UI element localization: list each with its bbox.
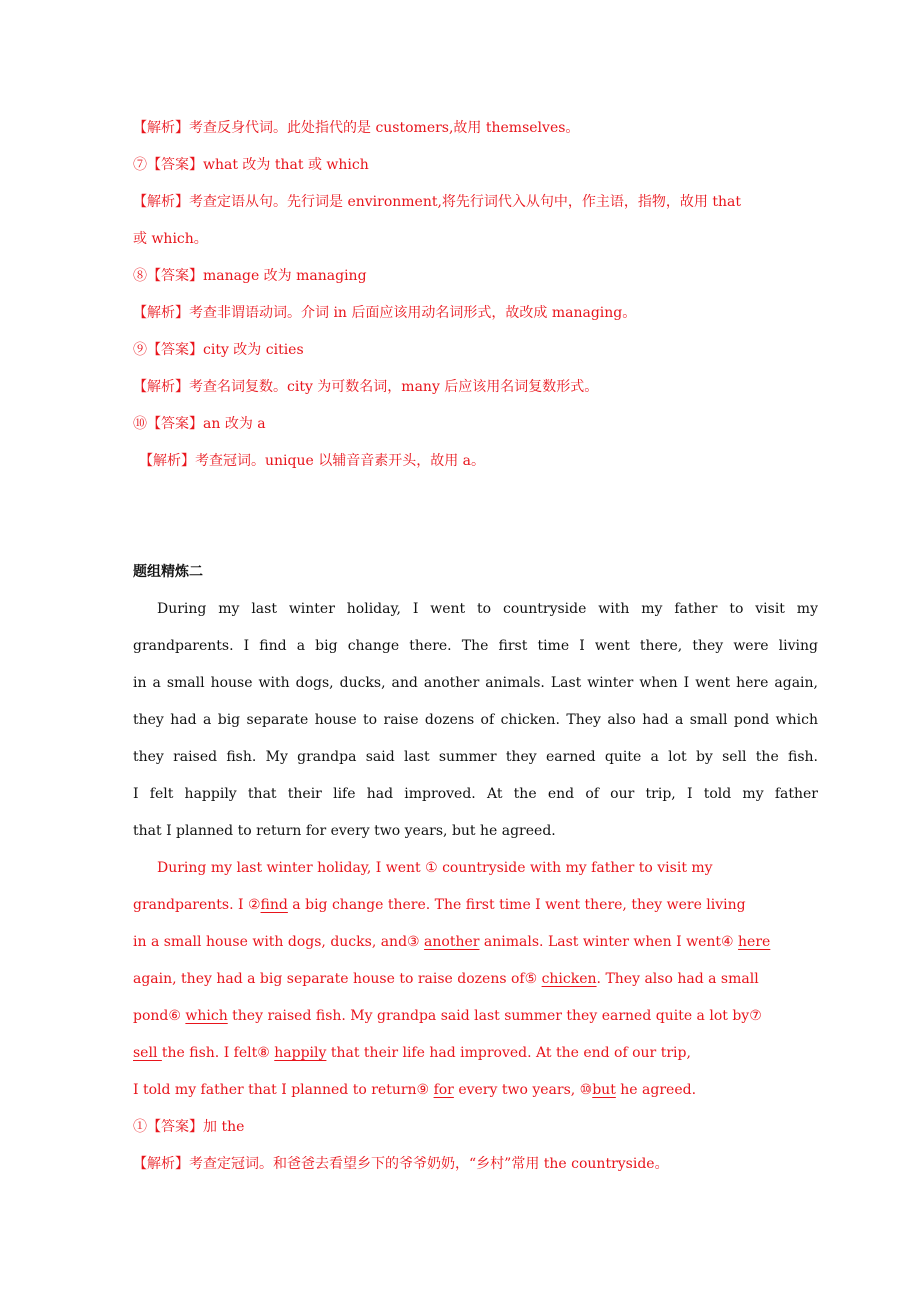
marked-line — [133, 961, 818, 998]
explanation-line: 【解析】考查定语从句。先行词是 environment,将先行词代入从句中，作主语，指物，故用 that — [133, 194, 741, 210]
marked-text: a big change there. The first time I went there, they were living — [287, 897, 746, 913]
marked-text: the fish. I felt⑧ — [161, 1045, 275, 1061]
answer-line: ⑦【答案】what 改为 that 或 which — [133, 157, 369, 173]
answer-line: ⑩【答案】an 改为 a — [133, 416, 266, 432]
error-word: another — [424, 934, 480, 950]
passage-line: they had a big separate house to raise dozens of chicken. They also had a small pond which — [133, 712, 818, 728]
error-word: but — [592, 1082, 616, 1098]
explanation-line: 【解析】考查名词复数。city 为可数名词，many 后应该用名词复数形式。 — [133, 379, 599, 395]
passage-line: During my last winter holiday, I went to countryside with my father to visit my — [157, 601, 818, 617]
marked-text: in a small house with dogs, ducks, and③ — [133, 934, 425, 950]
marked-text: grandparents. I ② — [133, 897, 261, 913]
explanation-line: 【解析】考查反身代词。此处指代的是 customers,故用 themselves。 — [133, 120, 580, 136]
error-word: find — [260, 897, 288, 913]
error-word: chicken — [541, 971, 597, 987]
passage-line: they raised fish. My grandpa said last summer they earned quite a lot by sell the fish. — [133, 749, 818, 765]
marked-text: pond⑥ — [133, 1008, 186, 1024]
error-word: which — [185, 1008, 228, 1024]
marked-text: that their life had improved. At the end of our trip, — [326, 1045, 691, 1061]
error-word: happily — [274, 1045, 327, 1061]
marked-line — [133, 850, 818, 887]
answer-line: ①【答案】加 the — [133, 1119, 245, 1135]
explanation-line: 【解析】考查冠词。unique 以辅音音素开头，故用 a。 — [139, 453, 486, 469]
explanation-line: 【解析】考查非谓语动词。介词 in 后面应该用动名词形式，故改成 managing。 — [133, 305, 637, 321]
marked-text: he agreed. — [615, 1082, 697, 1098]
marked-text: animals. Last winter when I went④ — [479, 934, 739, 950]
passage — [133, 591, 818, 850]
error-word: for — [433, 1082, 454, 1098]
error-word: here — [738, 934, 771, 950]
passage-line: in a small house with dogs, ducks, and another animals. Last winter when I went here again, — [133, 675, 818, 691]
error-word: sell — [133, 1045, 162, 1061]
marked-text: . They also had a small — [596, 971, 759, 987]
answer-line: ⑨【答案】city 改为 cities — [133, 342, 304, 358]
marked-line — [133, 1072, 818, 1109]
passage-line: grandparents. I find a big change there. The first time I went there, they were living — [133, 638, 818, 654]
marked-line — [133, 924, 818, 961]
marked-text: I told my father that I planned to return⑨ — [133, 1082, 434, 1098]
marked-line — [133, 1035, 818, 1072]
marked-text: During my last winter holiday, I went ① countryside with my father to visit my — [157, 860, 713, 876]
marked-text: again, they had a big separate house to raise dozens of⑤ — [133, 971, 542, 987]
answer-line: ⑧【答案】manage 改为 managing — [133, 268, 367, 284]
passage-line: that I planned to return for every two years, but he agreed. — [133, 823, 556, 839]
marked-line — [133, 998, 818, 1035]
answers-bottom — [133, 1109, 818, 1183]
marked-passage — [133, 850, 818, 1109]
explanation-line: 【解析】考查定冠词。和爸爸去看望乡下的爷爷奶奶，“乡村”常用 the countryside。 — [133, 1156, 669, 1172]
passage-line: I felt happily that their life had improved. At the end of our trip, I told my father — [133, 786, 818, 802]
marked-line — [133, 887, 818, 924]
marked-text: every two years, ⑩ — [453, 1082, 593, 1098]
section-title: 题组精炼二 — [133, 564, 203, 580]
marked-text: they raised fish. My grandpa said last summer they earned quite a lot by⑦ — [227, 1008, 762, 1024]
answers-top — [133, 110, 818, 480]
explanation-line: 或 which。 — [133, 231, 208, 247]
document-page — [133, 110, 818, 1183]
